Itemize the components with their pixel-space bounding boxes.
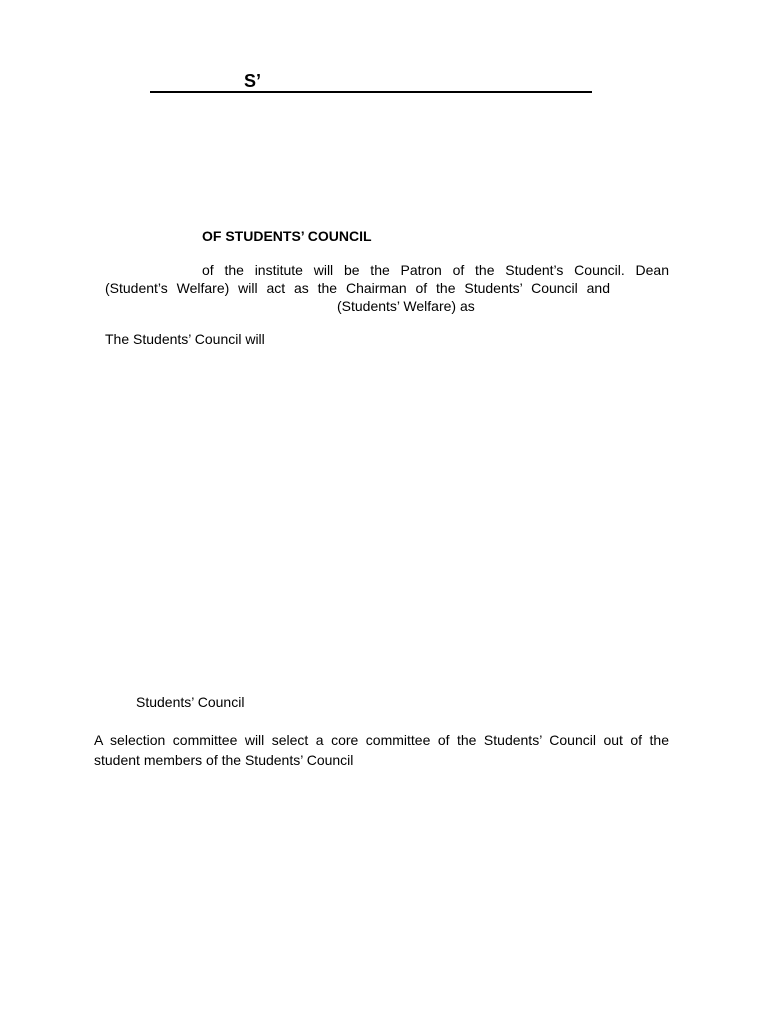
paragraph-3-line-1: A selection committee will select a core committee of the Students’ Council out of the [94, 732, 669, 748]
document-title: S’ [244, 71, 262, 91]
paragraph-2: The Students’ Council will [105, 331, 265, 347]
paragraph-1-line-1: of the institute will be the Patron of the Student’s Council. Dean [202, 262, 669, 278]
paragraph-1-line-2: (Student’s Welfare) will act as the Chairman of the Students’ Council and [105, 280, 610, 296]
section-heading: OF STUDENTS’ COUNCIL [202, 228, 372, 244]
title-underline [150, 91, 592, 93]
subsection-heading: Students’ Council [136, 694, 245, 710]
paragraph-1-line-3: (Students’ Welfare) as [337, 298, 475, 314]
paragraph-3-line-2: student members of the Students’ Council [94, 752, 354, 768]
